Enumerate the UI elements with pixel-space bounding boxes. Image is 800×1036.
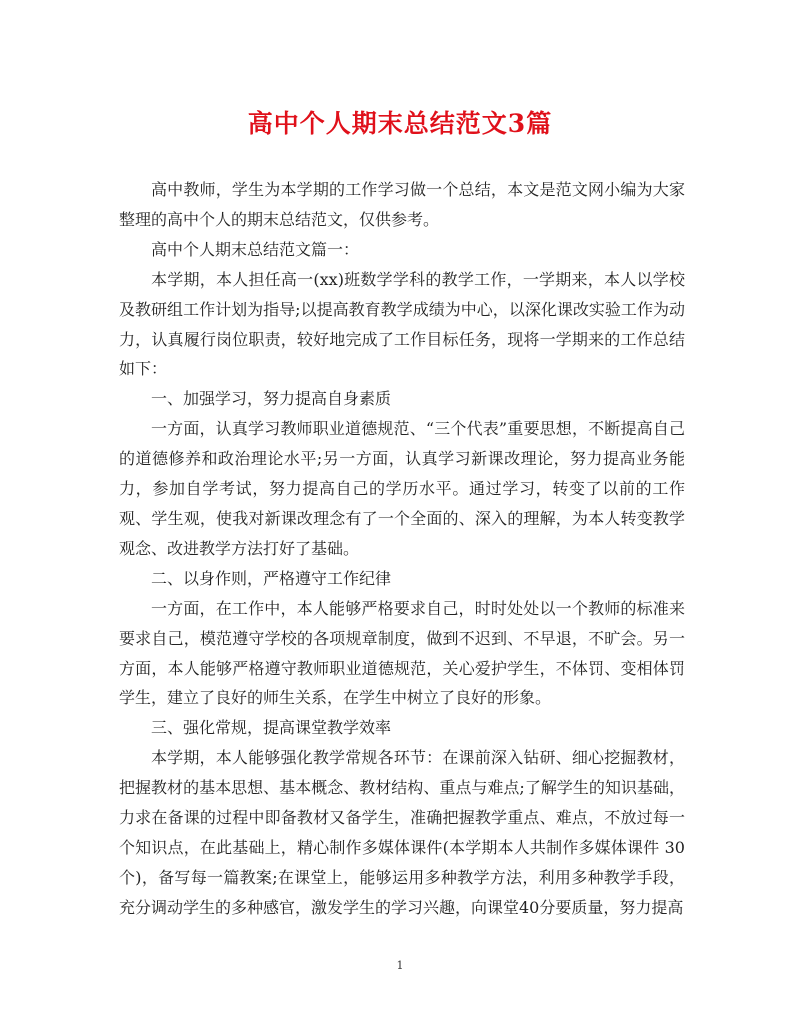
section-heading: 三、强化常规，提高课堂教学效率 [151,718,392,738]
paragraph: 本学期，本人能够强化教学常规各环节：在课前深入钻研、细心挖掘教材，把握教材的基本思想、基本概念、教材结构、重点与难点;了解学生的知识基础，力求在备课的过程中即备教材又备学生，准确把握教学重点、难点，不放过每一个知识点，在此基础上，精心制作多媒体课件(本学期本人共制作多媒体课件 30个)，备写每一篇教案;在课堂上，能够运用多种教学方法，利用多种教学手段，充分调动学生的多种感官，激发学生的学习兴趣，向课堂40分要质量，努力提高 [119,748,685,917]
paragraph: 一方面，在工作中，本人能够严格要求自己，时时处处以一个教师的标准来要求自己，模范遵守学校的各项规章制度，做到不迟到、不早退，不旷会。另一方面，本人能够严格遵守教师职业道德规范，关心爱护学生，不体罚、变相体罚学生，建立了良好的师生关系，在学生中树立了良好的形象。 [119,598,685,708]
document-title: 高中个人期末总结范文3篇 [247,109,553,138]
section-heading: 一、加强学习，努力提高自身素质 [151,389,392,409]
document-body [119,175,685,923]
section-heading: 二、以身作则，严格遵守工作纪律 [151,568,392,588]
paragraph: 高中个人期末总结范文篇一： [151,239,360,259]
paragraph: 本学期，本人担任高一(xx)班数学学科的教学工作，一学期来，本人以学校及教研组工作计划为指导;以提高教育教学成绩为中心，以深化课改实验工作为动力，认真履行岗位职责，较好地完成了工作目标任务，现将一学期来的工作总结如下： [119,269,685,379]
paragraph: 一方面，认真学习教师职业道德规范、“三个代表”重要思想，不断提高自己的道德修养和政治理论水平;另一方面，认真学习新课改理论，努力提高业务能力，参加自学考试，努力提高自己的学历水平。通过学习，转变了以前的工作观、学生观，使我对新课改理念有了一个全面的、深入的理解，为本人转变教学观念、改进教学方法打好了基础。 [119,419,685,558]
paragraph: 高中教师，学生为本学期的工作学习做一个总结，本文是范文网小编为大家整理的高中个人的期末总结范文，仅供参考。 [119,180,685,229]
page-number: 1 [396,959,404,972]
